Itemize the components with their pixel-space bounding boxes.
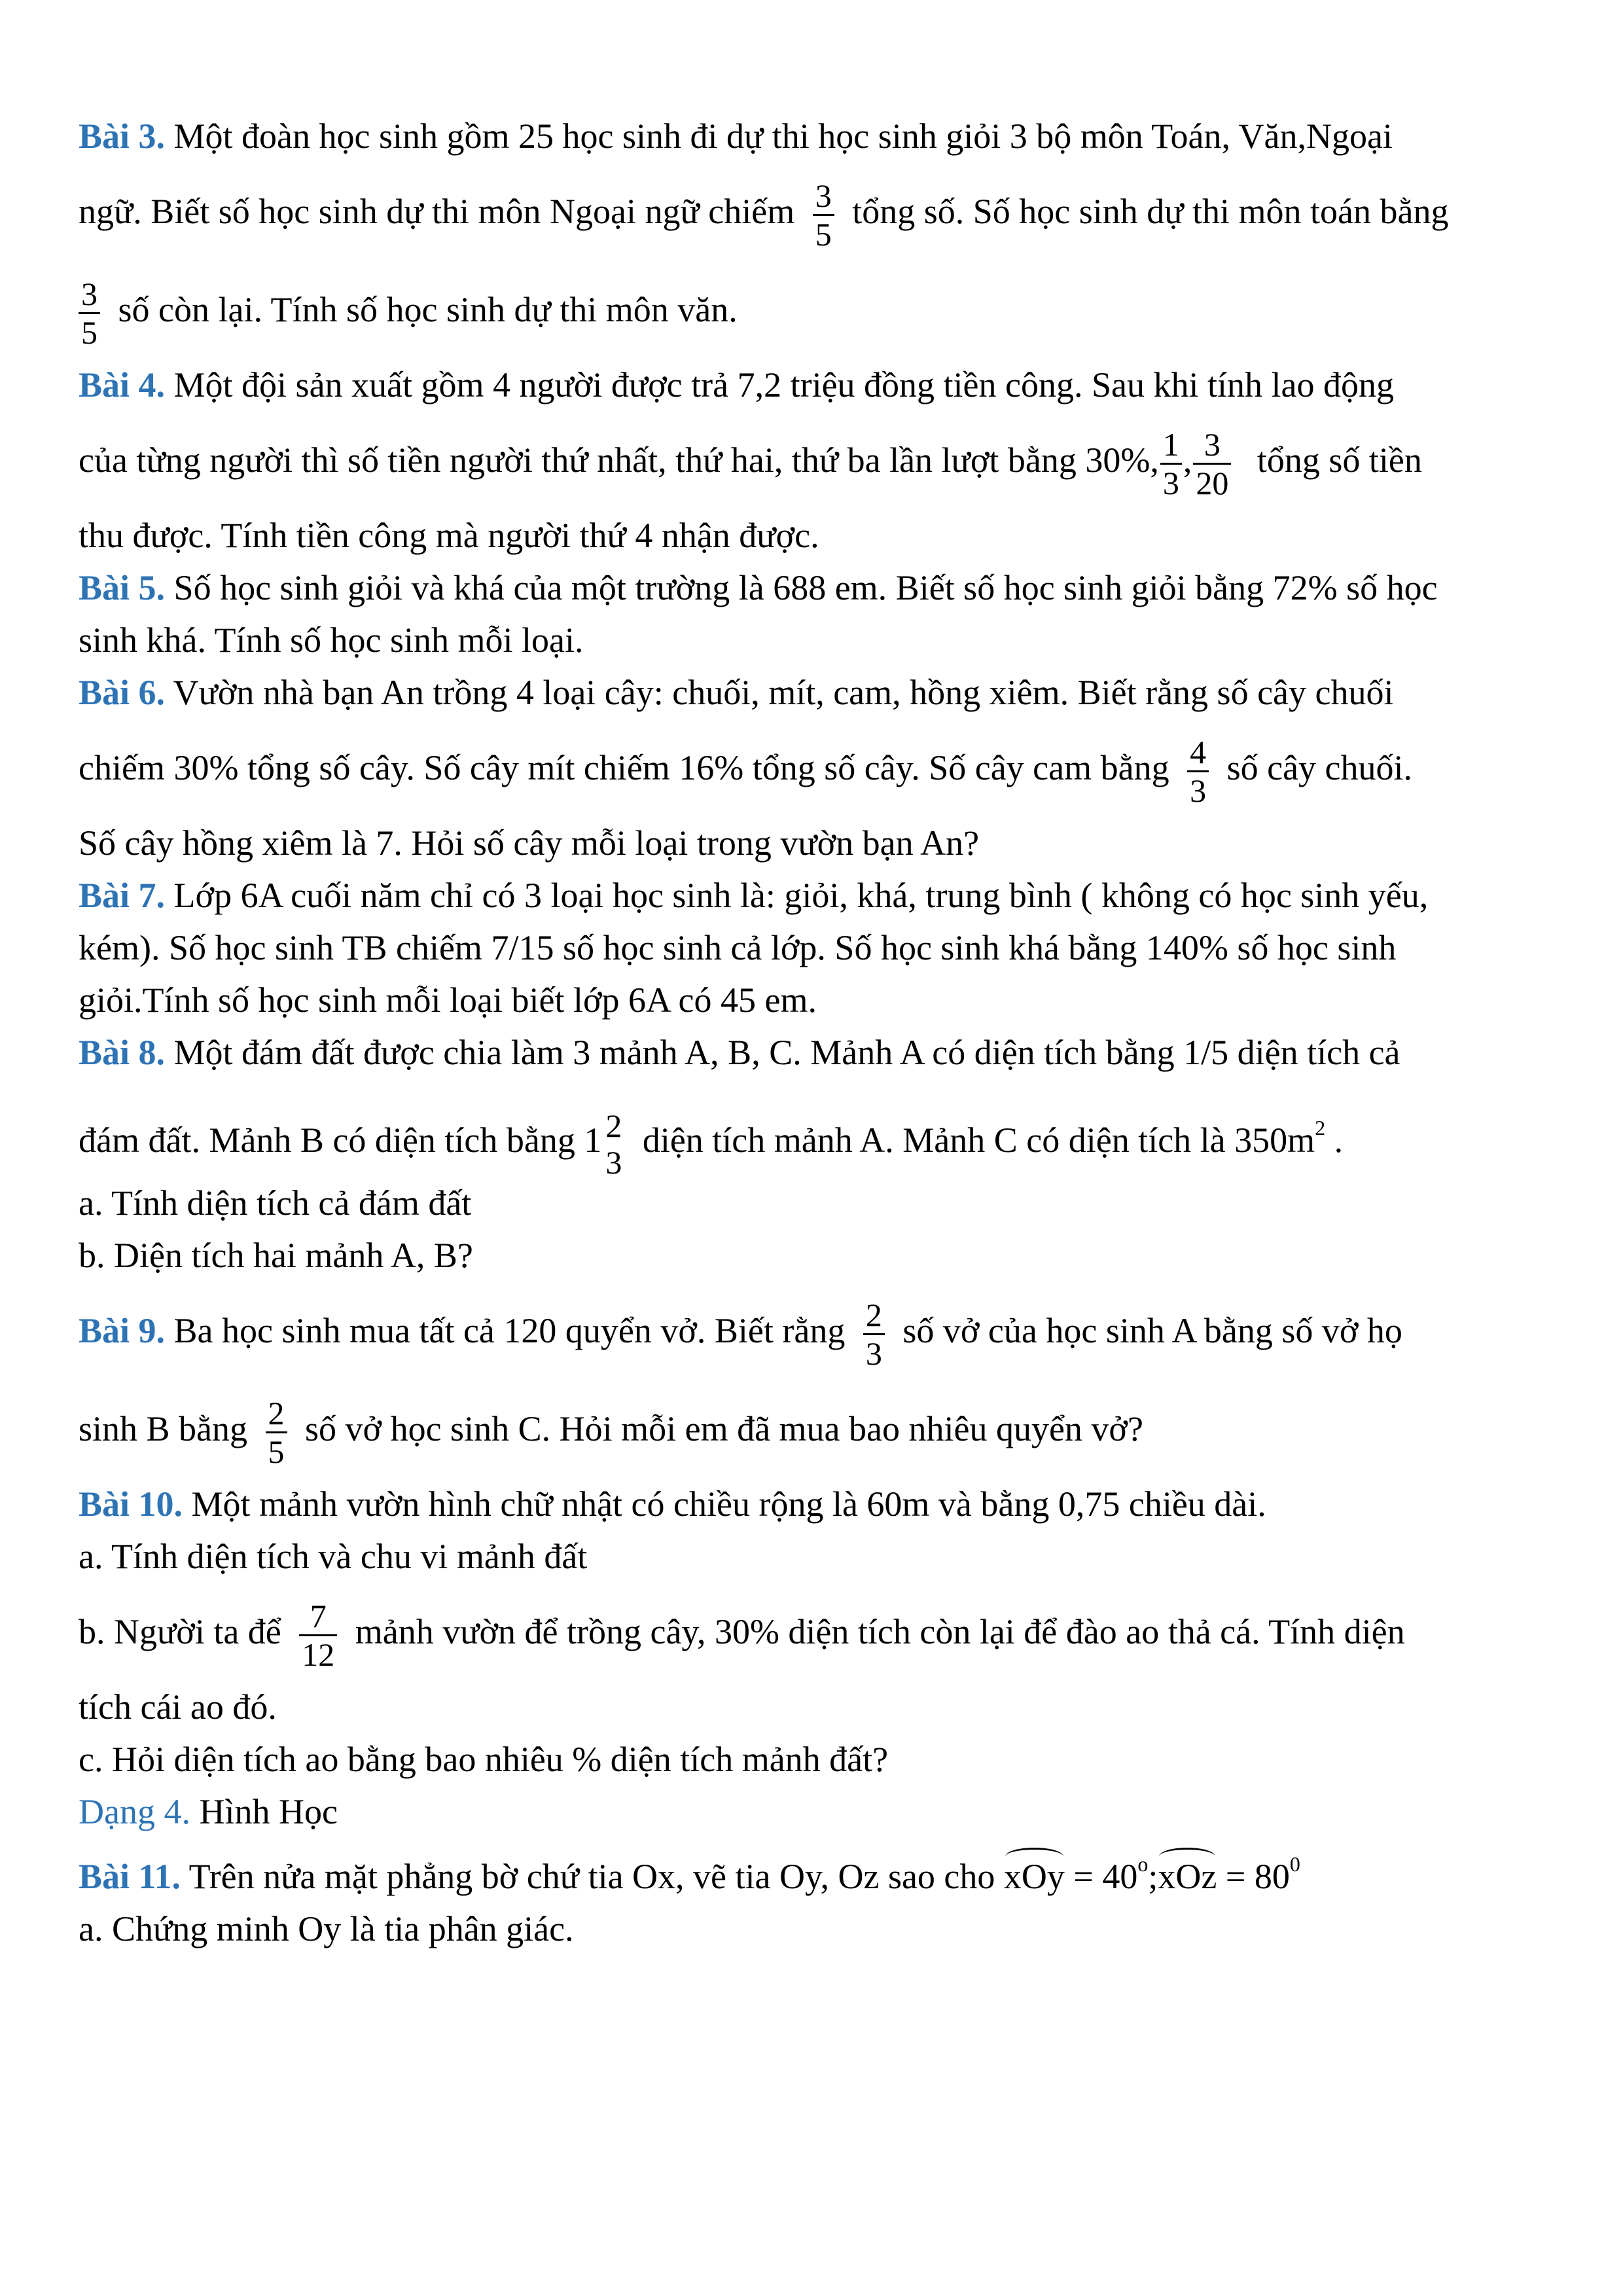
- b8-unit-sup: 2: [1315, 1116, 1326, 1139]
- b8-item-a: [79, 1177, 1544, 1229]
- b10-fraction: [299, 1598, 337, 1673]
- b10-item-b-cont: [79, 1681, 1544, 1733]
- b6-text-3: Số cây hồng xiêm là 7. Hỏi số cây mỗi loại trong vườn bạn An?: [79, 823, 980, 863]
- b3-text-2b: tổng số. Số học sinh dự thi môn toán bằng: [852, 192, 1449, 231]
- b7-text-2: kém). Số học sinh TB chiếm 7/15 số học sinh cả lớp. Số học sinh khá bằng 140% số học sinh: [79, 928, 1397, 967]
- b3-fraction-2: [79, 276, 100, 351]
- b10-text-c: c. Hỏi diện tích ao bằng bao nhiêu % diện tích mảnh đất?: [79, 1740, 889, 1779]
- b6-line-3: [79, 817, 1544, 869]
- b5-label: Bài 5.: [79, 568, 166, 607]
- frac-num: 2: [865, 1297, 882, 1334]
- b4-text-2a: của từng người thì số tiền người thứ nhất, thứ hai, thứ ba lần lượt bằng 30%,: [79, 440, 1159, 480]
- b3-line-3: [69, 260, 1544, 359]
- b8-fraction: [603, 1107, 624, 1181]
- b4-line-3: [79, 509, 1544, 562]
- b10-item-b: [79, 1583, 1544, 1681]
- b10-text-b-b: mảnh vườn để trồng cây, 30% diện tích còn lại để đào ao thả cá. Tính diện: [355, 1612, 1405, 1651]
- b9-line-2: [79, 1380, 1544, 1478]
- b3-fraction-1: [813, 177, 834, 253]
- frac-den: 12: [302, 1636, 335, 1674]
- b11-angle-xoz: xOz: [1158, 1850, 1217, 1903]
- b4-text-3: thu được. Tính tiền công mà người thứ 4 nhận được.: [79, 516, 819, 555]
- b7-text-1: Lớp 6A cuối năm chỉ có 3 loại học sinh là: giỏi, khá, trung bình ( không có học sinh yếu,: [165, 876, 1429, 915]
- b9-text-2b: số vở học sinh C. Hỏi mỗi em đã mua bao nhiêu quyển vở?: [305, 1409, 1143, 1448]
- b10-item-a: [79, 1530, 1544, 1583]
- b5-line-1: [79, 562, 1544, 614]
- b8-text-2a: đám đất. Mảnh B có diện tích bằng 1: [79, 1121, 602, 1160]
- b11-text-a: a. Chứng minh Oy là tia phân giác.: [79, 1909, 574, 1948]
- b4-label: Bài 4.: [79, 365, 166, 404]
- b6-text-2a: chiếm 30% tổng số cây. Số cây mít chiếm 16% tổng số cây. Số cây cam bằng: [79, 748, 1169, 787]
- b8-text-b: b. Diện tích hai mảnh A, B?: [79, 1236, 473, 1275]
- b9-label: Bài 9.: [79, 1311, 166, 1350]
- b11-sep: ;: [1148, 1857, 1158, 1896]
- b10-text-1: Một mảnh vườn hình chữ nhật có chiều rộng là 60m và bằng 0,75 chiều dài.: [183, 1484, 1266, 1524]
- b8-dot: .: [1325, 1121, 1344, 1160]
- frac-num: 1: [1162, 426, 1179, 463]
- frac-den: 3: [605, 1143, 622, 1181]
- frac-den: 5: [815, 216, 832, 253]
- b7-text-3: giỏi.Tính số học sinh mỗi loại biết lớp 6A có 45 em.: [79, 980, 817, 1020]
- frac-num: 4: [1190, 734, 1207, 771]
- b5-line-2: [79, 614, 1544, 666]
- b10-item-c: [79, 1733, 1544, 1785]
- frac-den: 5: [268, 1433, 285, 1471]
- b8-line-2: [79, 1079, 1544, 1181]
- b3-line-1: [79, 110, 1544, 162]
- b6-line-2: [79, 719, 1544, 817]
- b10-text-a: a. Tính diện tích và chu vi mảnh đất: [79, 1537, 588, 1576]
- b5-text-2: sinh khá. Tính số học sinh mỗi loại.: [79, 620, 584, 660]
- frac-num: 7: [310, 1598, 327, 1635]
- b9-text-1b: số vở của học sinh A bằng số vở họ: [902, 1311, 1402, 1350]
- b11-deg2: 0: [1289, 1852, 1300, 1876]
- b10-line-1: [79, 1478, 1544, 1530]
- b5-text-1: Số học sinh giỏi và khá của một trường là 688 em. Biết số học sinh giỏi bằng 72% số học: [165, 568, 1438, 607]
- b11-angle-xoy: xOy: [1004, 1850, 1065, 1903]
- b3-text-2a: ngữ. Biết số học sinh dự thi môn Ngoại ngữ chiếm: [79, 192, 795, 231]
- b8-text-1: Một đám đất được chia làm 3 mảnh A, B, C. Mảnh A có diện tích bằng 1/5 diện tích cả: [165, 1033, 1400, 1072]
- b8-text-2b: diện tích mảnh A. Mảnh C có diện tích là 350: [642, 1121, 1288, 1160]
- b7-line-1: [79, 869, 1544, 922]
- b3-label: Bài 3.: [79, 117, 166, 156]
- frac-num: 3: [81, 276, 98, 313]
- b7-line-3: [79, 974, 1544, 1026]
- frac-num: 2: [605, 1107, 622, 1144]
- b6-text-2b: số cây chuối.: [1226, 748, 1413, 787]
- b3-text-3: số còn lại. Tính số học sinh dự thi môn văn.: [118, 290, 738, 329]
- dang4-label: Dạng 4.: [79, 1792, 190, 1831]
- b7-label: Bài 7.: [79, 876, 166, 915]
- dang4-text: Hình Học: [190, 1792, 338, 1831]
- b11-text-1: Trên nửa mặt phẳng bờ chứ tia Ox, vẽ tia Oy, Oz sao cho: [181, 1857, 1004, 1896]
- b11-label: Bài 11.: [79, 1857, 181, 1896]
- frac-num: 2: [268, 1395, 285, 1432]
- b4-comma: ,: [1183, 440, 1192, 480]
- frac-den: 20: [1196, 465, 1229, 502]
- b6-label: Bài 6.: [79, 673, 166, 712]
- b9-text-1a: Ba học sinh mua tất cả 120 quyển vở. Biết rằng: [165, 1311, 846, 1350]
- b3-text-1: Một đoàn học sinh gồm 25 học sinh đi dự thi học sinh giỏi 3 bộ môn Toán, Văn,Ngoại: [165, 117, 1393, 156]
- b7-line-2: [79, 922, 1544, 974]
- b4-line-2: [79, 411, 1544, 509]
- b11-item-a: [79, 1903, 1544, 1955]
- document-page: [79, 110, 1544, 1955]
- b9-text-2a: sinh B bằng: [79, 1409, 248, 1448]
- b11-deg1: o: [1137, 1852, 1149, 1876]
- b9-line-1: [79, 1282, 1544, 1380]
- b11-eq1: = 40: [1064, 1857, 1138, 1896]
- b10-text-b-a: b. Người ta để: [79, 1612, 281, 1651]
- b9-fraction-1: [863, 1297, 885, 1372]
- b6-fraction: [1187, 734, 1209, 809]
- b8-line-1: [79, 1026, 1544, 1079]
- frac-den: 5: [81, 314, 98, 351]
- b4-text-1: Một đội sản xuất gồm 4 người được trả 7,2 triệu đồng tiền công. Sau khi tính lao động: [165, 365, 1394, 404]
- b10-label: Bài 10.: [79, 1484, 183, 1524]
- b6-line-1: [79, 666, 1544, 719]
- b3-line-2: [79, 162, 1544, 260]
- b4-line-1: [79, 359, 1544, 411]
- b4-text-2b: tổng số tiền: [1257, 440, 1422, 480]
- b8-text-a: a. Tính diện tích cả đám đất: [79, 1183, 472, 1223]
- frac-num: 3: [815, 177, 832, 215]
- b8-label: Bài 8.: [79, 1033, 166, 1072]
- b11-eq2: = 80: [1217, 1857, 1290, 1896]
- b4-fraction-2: [1193, 426, 1231, 501]
- frac-num: 3: [1204, 426, 1221, 463]
- frac-den: 3: [1190, 772, 1207, 810]
- b10-text-b2: tích cái ao đó.: [79, 1687, 277, 1727]
- b11-line-1: [79, 1838, 1544, 1903]
- b8-item-b: [79, 1229, 1544, 1282]
- b4-fraction-1: [1160, 426, 1182, 501]
- b6-text-1: Vườn nhà bạn An trồng 4 loại cây: chuối, mít, cam, hồng xiêm. Biết rằng số cây chuối: [165, 673, 1394, 712]
- b8-unit: m: [1287, 1121, 1315, 1160]
- frac-den: 3: [1162, 465, 1179, 502]
- frac-den: 3: [865, 1335, 882, 1372]
- dang4-heading: [79, 1785, 1544, 1838]
- b9-fraction-2: [266, 1395, 287, 1470]
